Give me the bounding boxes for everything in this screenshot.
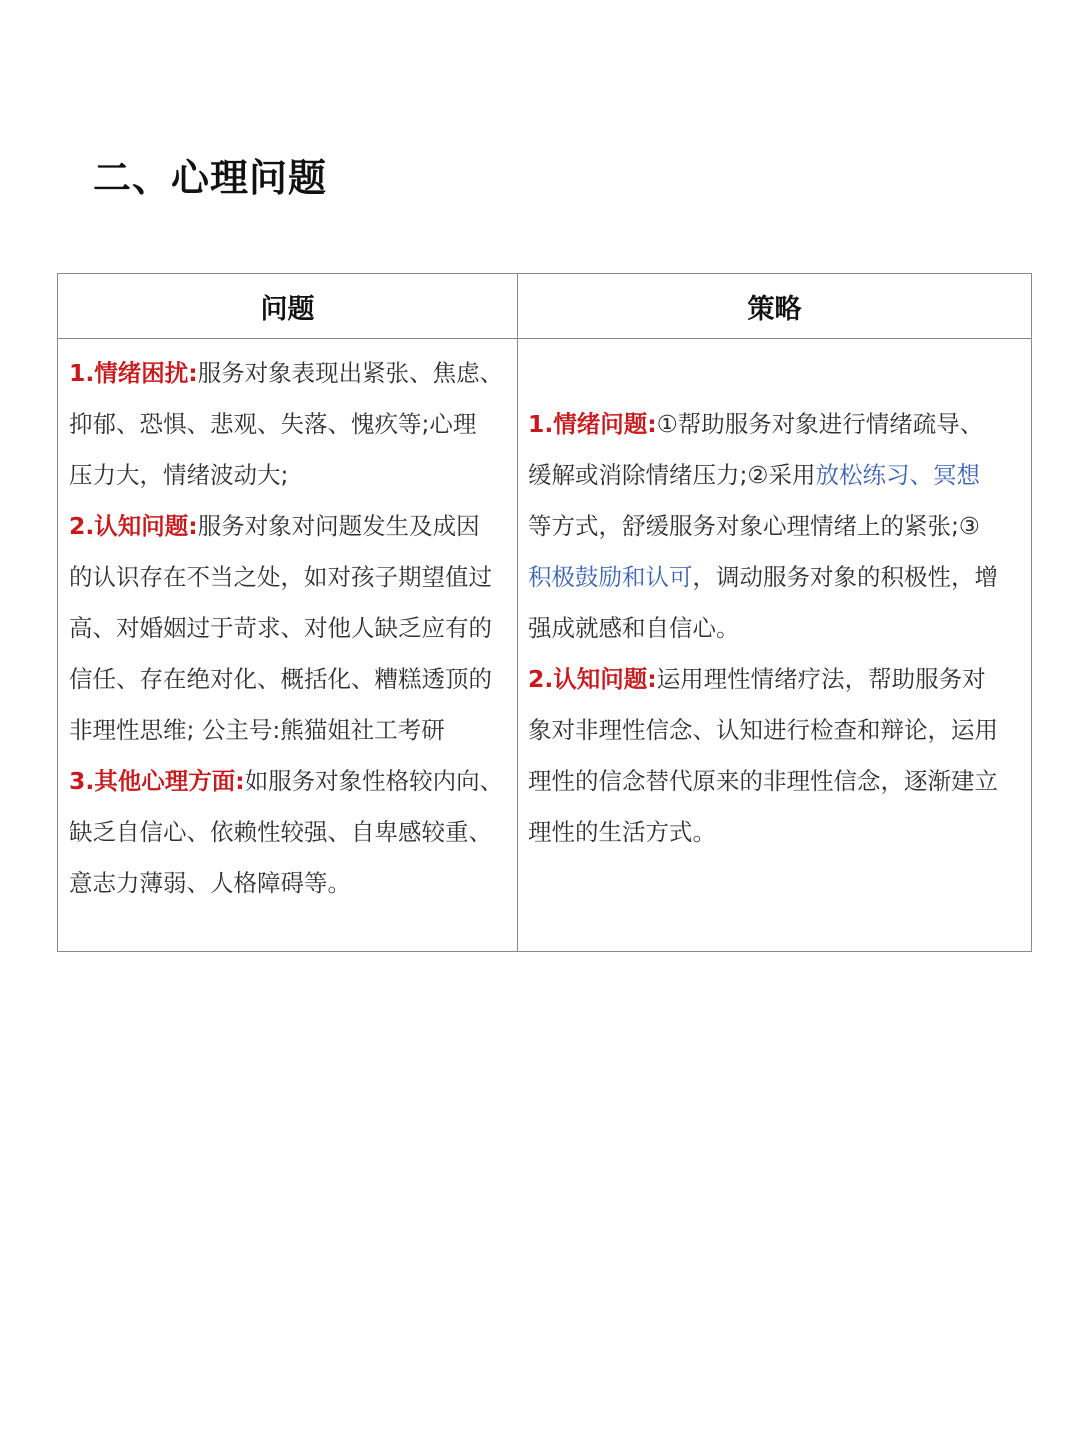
strategy-highlight: 放松练习、冥想 [815, 461, 980, 489]
problem-label-emotional: 1.情绪困扰: [69, 359, 198, 387]
problem-line: 非理性思维; 公主号:熊猫姐社工考研 [69, 716, 445, 744]
problems-cell [69, 348, 511, 909]
problem-label-other: 3.其他心理方面: [69, 767, 245, 795]
strategy-label-emotional: 1.情绪问题: [528, 410, 657, 438]
strategy-line [528, 450, 1022, 501]
strategy-label-cognitive: 2.认知问题: [528, 665, 657, 693]
strategy-line: 理性的信念替代原来的非理性信念，逐渐建立 [528, 767, 998, 795]
strategy-line [528, 399, 1022, 450]
problem-strategy-table [57, 273, 1032, 952]
strategies-cell [528, 399, 1022, 858]
column-divider [517, 274, 518, 951]
problem-line: 高、对婚姻过于苛求、对他人缺乏应有的 [69, 614, 492, 642]
problem-text: 如服务对象性格较内向、 [244, 767, 504, 795]
problem-line [69, 348, 511, 399]
strategy-line [528, 552, 1022, 603]
problem-text: 服务对象表现出紧张、焦虑、 [197, 359, 504, 387]
strategy-line [528, 654, 1022, 705]
problem-line [69, 756, 511, 807]
problem-line: 意志力薄弱、人格障碍等。 [69, 869, 351, 897]
strategy-line: 等方式，舒缓服务对象心理情绪上的紧张;③ [528, 512, 980, 540]
strategy-line: 理性的生活方式。 [528, 818, 716, 846]
strategy-line: 强成就感和自信心。 [528, 614, 740, 642]
problem-line: 的认识存在不当之处，如对孩子期望值过 [69, 563, 492, 591]
problem-line: 压力大，情绪波动大; [69, 461, 289, 489]
strategy-line: 象对非理性信念、认知进行检查和辩论，运用 [528, 716, 998, 744]
header-strategy: 策略 [747, 293, 802, 325]
page-title: 二、心理问题 [93, 156, 328, 200]
strategy-text: 缓解或消除情绪压力;②采用 [528, 461, 816, 489]
strategy-highlight: 积极鼓励和认可 [528, 563, 693, 591]
problem-text: 服务对象对问题发生及成因 [197, 512, 480, 540]
problem-line: 缺乏自信心、依赖性较强、自卑感较重、 [69, 818, 492, 846]
problem-line: 抑郁、恐惧、悲观、失落、愧疚等;心理 [69, 410, 477, 438]
header-problem: 问题 [260, 293, 315, 325]
problem-line [69, 501, 511, 552]
problem-line: 信任、存在绝对化、概括化、糟糕透顶的 [69, 665, 492, 693]
header-divider [58, 338, 1031, 339]
strategy-text: ，调动服务对象的积极性，增 [692, 563, 998, 591]
strategy-text: 运用理性情绪疗法，帮助服务对 [656, 665, 986, 693]
strategy-text: ①帮助服务对象进行情绪疏导、 [656, 410, 984, 438]
problem-label-cognitive: 2.认知问题: [69, 512, 198, 540]
